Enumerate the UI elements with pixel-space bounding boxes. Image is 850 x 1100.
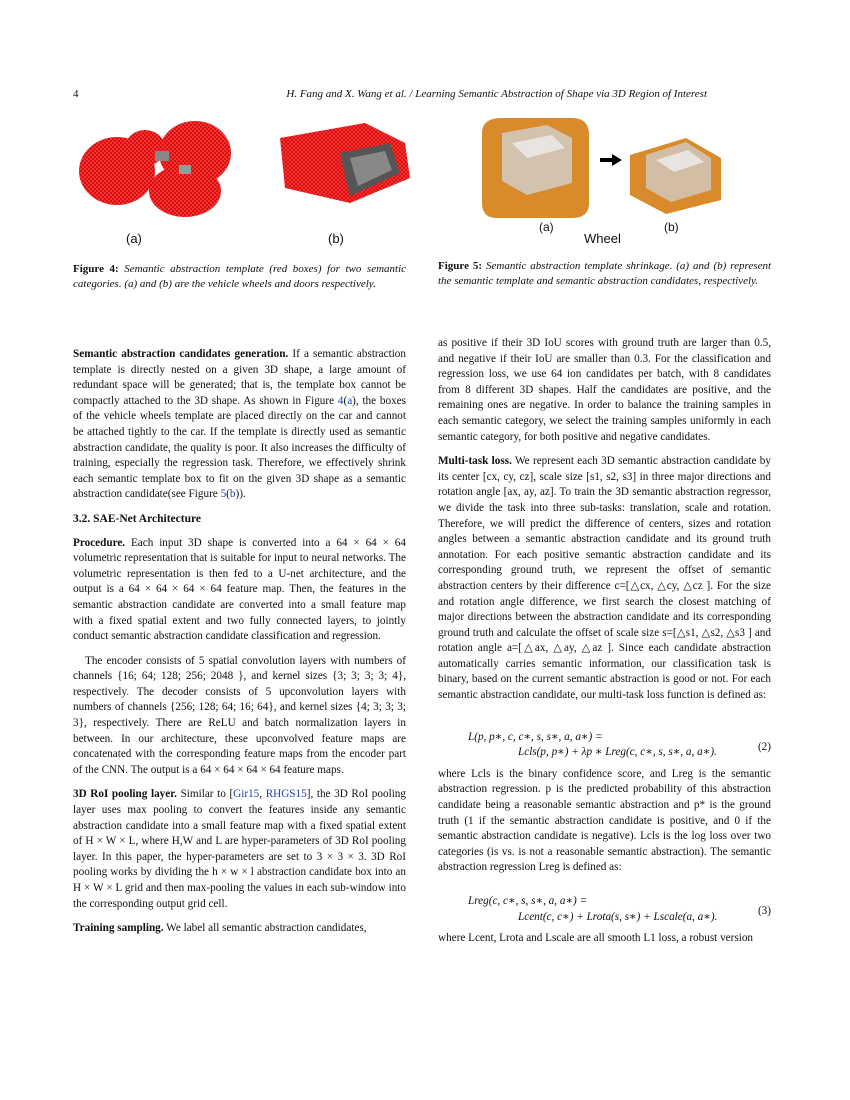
ref-figure-4[interactable]: 4 [337, 394, 344, 407]
ref-figure-4a[interactable]: a [347, 394, 353, 407]
figure-4-caption-text: Semantic abstraction template (red boxes) for two semantic categories. (a) and (b) are the vehicle wheels and doors respectively. [73, 263, 407, 290]
ref-rhgs15[interactable]: RHGS15 [265, 788, 307, 801]
figure-4-image-a [75, 113, 235, 218]
paragraph-training-sampling: Training sampling. We label all semantic abstraction candidates, [73, 922, 367, 935]
paragraph-procedure: Procedure. Each input 3D shape is converted into a 64 × 64 × 64 volumetric representation that is suitable for input to neural networks. The volumetric representation is then fed to a U-net architecture, and the output is a 64 × 64 × 64 × 64 feature map. Then, the features in the semantic abstraction candidate are converted into a small feature map with a fixed spatial extent and two fully connected layers, to jointly conduct semantic abstraction candidate classification and regression. [73, 536, 406, 643]
figure-4-label-b: (b) [328, 231, 344, 246]
figure-5-image-b [626, 130, 724, 216]
paragraph-smooth-l1: where Lcent, Lrota and Lscale are all smooth L1 loss, a robust version [438, 932, 754, 945]
figure-5-label-a: (a) [539, 220, 554, 234]
running-title: H. Fang and X. Wang et al. / Learning Semantic Abstraction of Shape via 3D Region of Interest [286, 88, 707, 100]
left-column [73, 347, 406, 946]
arrow-right-icon [600, 154, 622, 166]
ref-gir15[interactable]: Gir15 [233, 788, 260, 801]
figure-5-caption-text: Semantic abstraction template shrinkage. (a) and (b) represent the semantic template and semantic abstraction candidates, respectively. [438, 260, 772, 287]
paragraph-candidates-generation: Semantic abstraction candidates generation. If a semantic abstraction template is directly nested on a given 3D shape, a large amount of redundant space will be generated; that is, the template box cannot be compactly attached to the 3D shape. As shown in Figure 4(a), the boxes of the vehicle wheels template are placed directly on the car and cannot be attached tightly to the car. If the template is directly used as semantic abstraction candidate, the quality is poor. It also increases the difficulty of training, especially the regression task. Therefore, we effectively shrink each semantic template box to fit on the given 3D shape as a semantic abstraction candidate(see Figure 5(b)). [73, 348, 406, 501]
paragraph-positive-negative: as positive if their 3D IoU scores with ground truth are larger than 0.5, and negative if their IoU are smaller than 0.3. For the classification and regression loss, we use 64 ion candidates per batch, with 8 candidates from 8 different 3D shapes. Half the candidates are positive, and the remaining ones are negative. In order to balance the training samples in each semantic category, we select the training samples uniformly in each semantic category, for both positive and negative candidates. [438, 337, 771, 443]
figure-4-label-a: (a) [126, 231, 142, 246]
section-heading: 3.2. SAE-Net Architecture [73, 512, 201, 525]
equation-2-number: (2) [757, 740, 771, 753]
paragraph-encoder: The encoder consists of 5 spatial convolution layers with numbers of channels {16; 64; 128; 256; 2048 }, and kernel sizes {3; 3; 3; 3; 4}, respectively. The decoder consists of 5 upconvolution layers with numbers of channels {256; 128; 64; 16; 64}, and kernel sizes {4; 3; 3; 3; 3}, respectively. There are ReLU and batch normalization layers in between. In our architecture, these upconvolved feature maps are concatenated with the corresponding feature maps from the encoder part of the CNN. The output is a 64 × 64 × 64 × 64 feature maps. [73, 654, 406, 776]
figure-4-caption [73, 262, 406, 292]
figure-5-image-a [477, 113, 592, 221]
paragraph-lcls: where Lcls is the binary confidence score, and Lreg is the semantic abstraction regression. p is the predicted probability of this abstraction candidate being a reasonable semantic abstraction and p* is the ground truth (1 if the semantic abstraction candidate is positive, and 0 if the semantic abstraction candidate is negative). Lcls is the log loss over two categories (is vs. is not a reasonable semantic abstraction). The semantic abstraction regression Lreg is defined as: [438, 767, 771, 874]
ref-figure-5b[interactable]: b [229, 488, 236, 501]
figure-4-caption-label: Figure 4: [73, 263, 119, 275]
equation-3-number: (3) [757, 905, 771, 917]
equation-2: L(p, p∗, c, c∗, s, s∗, a, a∗) = Lcls(p, p∗) + λp ∗ Lreg(c, c∗, s, s∗, a, a∗). (2) [468, 730, 771, 759]
figure-5-caption-label: Figure 5: [438, 260, 483, 272]
figure-4-image-b [270, 118, 415, 208]
figure-5-caption [438, 259, 771, 289]
right-column [438, 336, 771, 956]
paragraph-multi-task-loss: Multi-task loss. We represent each 3D semantic abstraction candidate by its center [cx, cy, cz], scale size [s1, s2, s3] in three major directions and rotation angle [ax, ay, az]. To train the 3D semantic abstraction regressor, we divide the task into three sub-tasks: translation, scale and rotation. Therefore, we will predict the difference of centers, sizes and rotation angles between a semantic abstraction candidate and its ground truth annotation. For each positive semantic abstraction candidate and its corresponding ground truth, we represent the offset of semantic abstraction centers by their difference c=[△cx, △cy, △cz ]. For the size and rotation angle difference, we first search the closest matching of major directions between the abstraction candidate and its corresponding ground truth and calculate the offset of scale size s=[△s1, △s2, △s3 ] and rotation angle a=[△ax, △ay, △az ]. Since each candidate abstraction automatically carries semantic information, our classification task is binary, based on the current semantic abstraction is good or not. For each semantic abstraction candidate, our multi-task loss function is defined as: [438, 455, 771, 702]
equation-3: Lreg(c, c∗, s, s∗, a, a∗) = Lcent(c, c∗) + Lrota(s, s∗) + Lscale(a, a∗). (3) [468, 895, 771, 923]
figure-5-label-b: (b) [664, 220, 679, 234]
ref-figure-5[interactable]: 5 [220, 488, 227, 501]
page-number: 4 [73, 88, 79, 100]
figure-5-center-label: Wheel [584, 231, 621, 246]
paragraph-roi-pooling: 3D RoI pooling layer. Similar to [Gir15, RHGS15], the 3D RoI pooling layer uses max pooling to convert the features inside any semantic abstraction candidate into a small feature map with a fixed spatial extent of H × W × L, where H,W and L are hyper-parameters of 3D RoI pooling layer. In this paper, the hyper-parameters are set to 3 × 3 × 3. 3D RoI pooling works by dividing the h × w × l abstraction candidate box into an H × W × L grid and then max-pooling the values in each sub-window into the corresponding output grid cell. [73, 788, 406, 910]
